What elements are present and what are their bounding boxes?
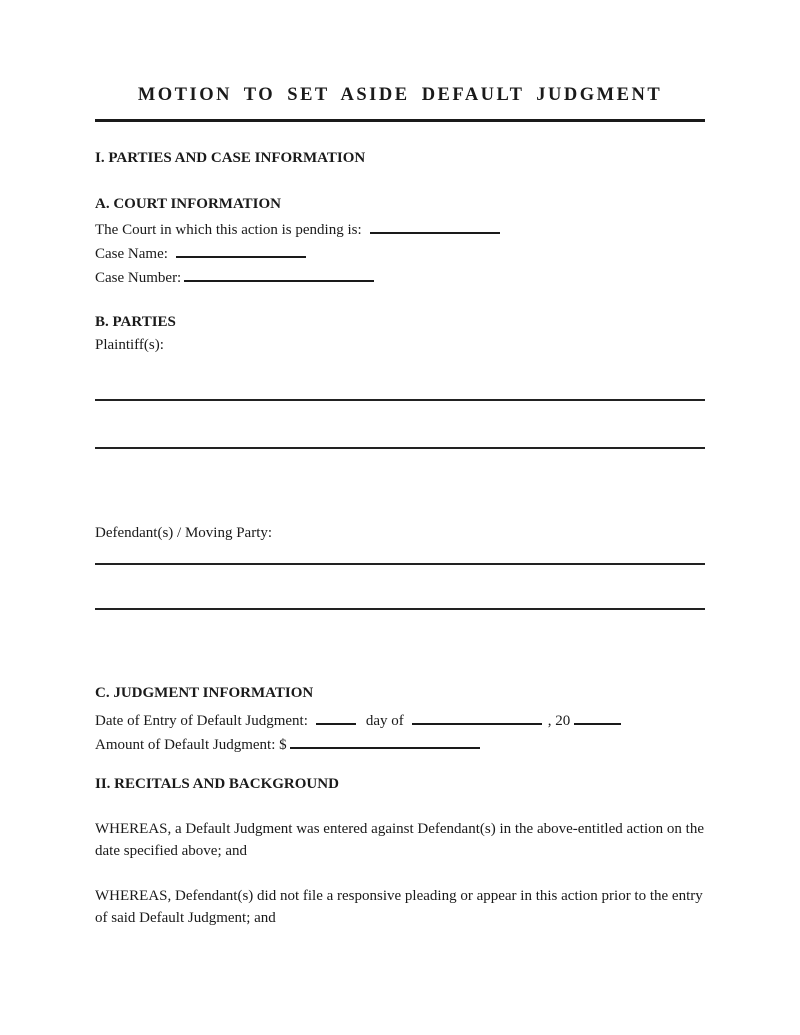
recital-paragraph-2: WHEREAS, Defendant(s) did not file a responsive pleading or appear in this action prior to the entry of said Default Judgment; and bbox=[95, 888, 703, 926]
judgment-month-blank[interactable] bbox=[412, 712, 542, 725]
defendant-write-line-2[interactable] bbox=[95, 608, 705, 610]
subsection-heading-judgment-information: C. JUDGMENT INFORMATION bbox=[95, 685, 314, 701]
case-number-blank[interactable] bbox=[184, 269, 374, 282]
defendant-label: Defendant(s) / Moving Party: bbox=[95, 525, 273, 541]
judgment-amount-row bbox=[95, 733, 705, 757]
section-heading-parties-and-case-information: I. PARTIES AND CASE INFORMATION bbox=[95, 150, 366, 166]
case-number-label: Case Number: bbox=[95, 270, 182, 286]
judgment-day-blank[interactable] bbox=[316, 712, 356, 725]
subsection-heading-parties: B. PARTIES bbox=[95, 314, 176, 330]
document-title: MOTION TO SET ASIDE DEFAULT JUDGMENT bbox=[137, 85, 663, 105]
defendant-write-line-1[interactable] bbox=[95, 563, 705, 565]
court-information-fields bbox=[95, 218, 705, 290]
recital-paragraph-1: WHEREAS, a Default Judgment was entered against Defendant(s) in the above-entitled action on the date specified above; and bbox=[95, 821, 704, 859]
case-name-row bbox=[95, 242, 705, 266]
court-pending-row bbox=[95, 218, 705, 242]
plaintiff-write-line-1[interactable] bbox=[95, 399, 705, 401]
case-name-label: Case Name: bbox=[95, 246, 168, 262]
judgment-amount-blank[interactable] bbox=[290, 736, 480, 749]
judgment-amount-label: Amount of Default Judgment: $ bbox=[95, 737, 287, 753]
court-pending-label: The Court in which this action is pending is: bbox=[95, 222, 362, 238]
title-rule bbox=[95, 119, 705, 122]
page-content bbox=[95, 84, 705, 929]
defendant-label-row bbox=[95, 524, 705, 542]
judgment-information-fields bbox=[95, 709, 705, 757]
plaintiff-label-row bbox=[95, 336, 705, 354]
judgment-date-row bbox=[95, 709, 705, 733]
case-number-row bbox=[95, 266, 705, 290]
subsection-heading-court-information: A. COURT INFORMATION bbox=[95, 196, 282, 212]
court-pending-blank[interactable] bbox=[370, 221, 500, 234]
section-heading-recitals-and-background: II. RECITALS AND BACKGROUND bbox=[95, 776, 339, 792]
plaintiff-label: Plaintiff(s): bbox=[95, 337, 164, 353]
day-of-label: day of bbox=[365, 713, 404, 729]
plaintiff-write-line-2[interactable] bbox=[95, 447, 705, 449]
year-prefix-label: , 20 bbox=[547, 713, 571, 729]
judgment-date-label: Date of Entry of Default Judgment: bbox=[95, 713, 308, 729]
case-name-blank[interactable] bbox=[176, 245, 306, 258]
judgment-year-blank[interactable] bbox=[574, 712, 621, 725]
